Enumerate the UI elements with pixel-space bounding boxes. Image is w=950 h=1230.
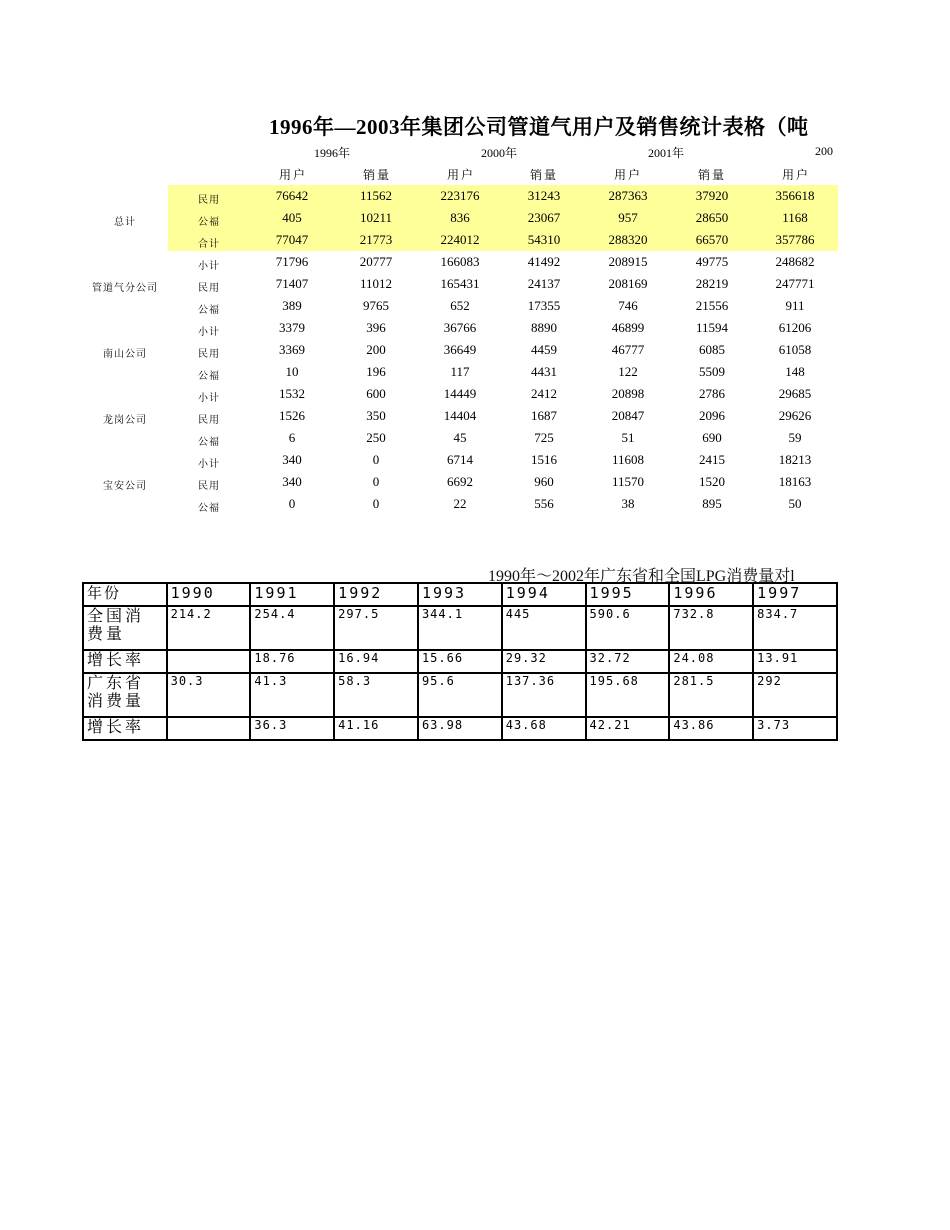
value-cell: 746 (618, 298, 638, 313)
value-cell: 247771 (775, 276, 815, 291)
value-cell: 224012 (440, 232, 480, 247)
value-cell: 725 (534, 430, 554, 445)
value-cell: 1526 (279, 408, 305, 423)
year-cell: 1995 (586, 583, 670, 606)
value-cell: 8890 (531, 320, 557, 335)
value-cell: 20777 (359, 254, 393, 269)
col-header-users: 用户 (782, 168, 811, 182)
row-label-cell: 广东省消费量 (83, 673, 167, 717)
value-cell: 31243 (527, 188, 561, 203)
value-cell: 3369 (279, 342, 305, 357)
value-cell: 556 (534, 496, 554, 511)
year-cell: 1990 (167, 583, 251, 606)
value-cell: 10 (285, 364, 299, 379)
year-label-cell: 年份 (83, 583, 167, 606)
value-cell: 66570 (695, 232, 729, 247)
value-cell: 137.36 (502, 673, 586, 717)
value-cell: 11012 (359, 276, 393, 291)
value-cell: 41.3 (250, 673, 334, 717)
guangdong-growth-row (83, 717, 837, 740)
row-type-label: 公福 (198, 371, 220, 382)
year-cell: 1997 (753, 583, 837, 606)
value-cell: 38 (621, 496, 635, 511)
value-cell: 1532 (279, 386, 305, 401)
value-cell: 445 (502, 606, 586, 650)
value-cell: 297.5 (334, 606, 418, 650)
value-cell: 21556 (695, 298, 729, 313)
value-cell: 43.68 (502, 717, 586, 740)
value-cell: 836 (450, 210, 470, 225)
value-cell: 340 (282, 474, 302, 489)
value-cell: 18213 (778, 452, 812, 467)
value-cell: 690 (702, 430, 722, 445)
value-cell: 6714 (447, 452, 473, 467)
value-cell: 350 (366, 408, 386, 423)
value-cell: 1168 (782, 210, 808, 225)
value-cell: 4459 (531, 342, 557, 357)
group-label: 管道气分公司 (92, 283, 158, 294)
value-cell: 287363 (608, 188, 648, 203)
value-cell: 2096 (699, 408, 725, 423)
value-cell: 340 (282, 452, 302, 467)
value-cell: 77047 (275, 232, 309, 247)
value-cell: 166083 (440, 254, 480, 269)
col-header-sales: 销量 (363, 168, 392, 182)
value-cell: 196 (366, 364, 386, 379)
value-cell: 344.1 (418, 606, 502, 650)
value-cell: 45 (453, 430, 467, 445)
value-cell: 16.94 (334, 650, 418, 673)
value-cell: 1520 (699, 474, 725, 489)
value-cell: 14404 (443, 408, 477, 423)
value-cell: 17355 (527, 298, 561, 313)
value-cell: 76642 (275, 188, 309, 203)
value-cell: 11594 (695, 320, 729, 335)
group-label: 南山公司 (103, 349, 147, 360)
value-cell: 0 (372, 496, 380, 511)
value-cell: 9765 (363, 298, 389, 313)
year-header-2001: 2001年 (648, 146, 685, 160)
value-cell: 54310 (527, 232, 561, 247)
value-cell: 895 (702, 496, 722, 511)
value-cell: 590.6 (586, 606, 670, 650)
value-cell (167, 717, 251, 740)
value-cell: 214.2 (167, 606, 251, 650)
value-cell: 29685 (778, 386, 812, 401)
value-cell: 288320 (608, 232, 648, 247)
row-type-label: 小计 (198, 459, 220, 470)
value-cell: 61058 (778, 342, 812, 357)
value-cell: 208915 (608, 254, 648, 269)
value-cell: 281.5 (669, 673, 753, 717)
value-cell: 13.91 (753, 650, 837, 673)
value-cell: 2412 (531, 386, 557, 401)
value-cell: 63.98 (418, 717, 502, 740)
national-consumption-row (83, 606, 837, 650)
value-cell: 51 (621, 430, 635, 445)
value-cell: 95.6 (418, 673, 502, 717)
value-cell: 32.72 (586, 650, 670, 673)
value-cell: 59 (788, 430, 802, 445)
row-type-label: 民用 (198, 415, 220, 426)
col-header-sales: 销量 (530, 168, 559, 182)
value-cell: 36649 (443, 342, 477, 357)
value-cell: 6 (288, 430, 296, 445)
value-cell: 24137 (527, 276, 561, 291)
value-cell: 208169 (608, 276, 648, 291)
value-cell: 24.08 (669, 650, 753, 673)
value-cell: 18163 (778, 474, 812, 489)
value-cell: 0 (288, 496, 296, 511)
col-header-users: 用户 (279, 168, 308, 182)
value-cell: 11570 (611, 474, 645, 489)
value-cell: 23067 (527, 210, 561, 225)
value-cell: 2415 (699, 452, 725, 467)
row-type-label: 合计 (198, 239, 220, 250)
value-cell: 254.4 (250, 606, 334, 650)
value-cell: 58.3 (334, 673, 418, 717)
value-cell: 71407 (275, 276, 309, 291)
value-cell: 652 (450, 298, 470, 313)
col-header-users: 用户 (447, 168, 476, 182)
value-cell: 42.21 (586, 717, 670, 740)
value-cell: 6085 (699, 342, 725, 357)
row-type-label: 公福 (198, 437, 220, 448)
national-growth-row (83, 650, 837, 673)
value-cell (167, 650, 251, 673)
col-header-sales: 销量 (698, 168, 727, 182)
col-header-users: 用户 (614, 168, 643, 182)
value-cell: 957 (618, 210, 638, 225)
table1-title: 1996年—2003年集团公司管道气用户及销售统计表格（吨 (269, 115, 809, 139)
value-cell: 4431 (531, 364, 557, 379)
year-cell: 1991 (250, 583, 334, 606)
value-cell: 49775 (695, 254, 729, 269)
value-cell: 43.86 (669, 717, 753, 740)
year-header-2000: 2000年 (481, 146, 518, 160)
value-cell: 29626 (778, 408, 812, 423)
row-label-cell: 增长率 (83, 717, 167, 740)
year-cell: 1996 (669, 583, 753, 606)
group-label: 宝安公司 (103, 481, 147, 492)
value-cell: 41492 (527, 254, 561, 269)
value-cell: 600 (366, 386, 386, 401)
value-cell: 2786 (699, 386, 725, 401)
value-cell: 20847 (611, 408, 645, 423)
row-type-label: 小计 (198, 327, 220, 338)
value-cell: 292 (753, 673, 837, 717)
table2-header-row (83, 583, 837, 606)
value-cell: 357786 (775, 232, 815, 247)
value-cell: 20898 (611, 386, 645, 401)
row-type-label: 公福 (198, 503, 220, 514)
value-cell: 732.8 (669, 606, 753, 650)
value-cell: 0 (372, 474, 380, 489)
value-cell: 36766 (443, 320, 477, 335)
value-cell: 356618 (775, 188, 815, 203)
row-type-label: 公福 (198, 305, 220, 316)
value-cell: 250 (366, 430, 386, 445)
year-cell: 1993 (418, 583, 502, 606)
value-cell: 36.3 (250, 717, 334, 740)
value-cell: 21773 (359, 232, 393, 247)
value-cell: 11562 (359, 188, 393, 203)
value-cell: 3.73 (753, 717, 837, 740)
value-cell: 18.76 (250, 650, 334, 673)
lpg-consumption-table (82, 582, 838, 741)
value-cell: 28650 (695, 210, 729, 225)
value-cell: 22 (453, 496, 467, 511)
group-label: 龙岗公司 (103, 415, 147, 426)
year-header-1996: 1996年 (314, 146, 351, 160)
row-type-label: 小计 (198, 261, 220, 272)
value-cell: 405 (282, 210, 302, 225)
value-cell: 6692 (447, 474, 473, 489)
value-cell: 148 (785, 364, 805, 379)
value-cell: 834.7 (753, 606, 837, 650)
row-type-label: 民用 (198, 349, 220, 360)
value-cell: 37920 (695, 188, 729, 203)
value-cell: 3379 (279, 320, 305, 335)
value-cell: 960 (534, 474, 554, 489)
value-cell: 911 (785, 298, 805, 313)
value-cell: 10211 (359, 210, 393, 225)
value-cell: 71796 (275, 254, 309, 269)
value-cell: 50 (788, 496, 802, 511)
year-cell: 1992 (334, 583, 418, 606)
value-cell: 248682 (775, 254, 815, 269)
value-cell: 117 (450, 364, 470, 379)
row-type-label: 公福 (198, 217, 220, 228)
value-cell: 41.16 (334, 717, 418, 740)
row-type-label: 民用 (198, 283, 220, 294)
row-label-cell: 全国消费量 (83, 606, 167, 650)
value-cell: 14449 (443, 386, 477, 401)
value-cell: 30.3 (167, 673, 251, 717)
value-cell: 28219 (695, 276, 729, 291)
row-type-label: 小计 (198, 393, 220, 404)
value-cell: 389 (282, 298, 302, 313)
value-cell: 15.66 (418, 650, 502, 673)
value-cell: 195.68 (586, 673, 670, 717)
value-cell: 46777 (611, 342, 645, 357)
value-cell: 5509 (699, 364, 725, 379)
value-cell: 122 (618, 364, 638, 379)
year-header-2002: 200 (815, 144, 833, 158)
year-cell: 1994 (502, 583, 586, 606)
value-cell: 200 (366, 342, 386, 357)
guangdong-consumption-row (83, 673, 837, 717)
group-label: 总计 (114, 217, 136, 228)
table2-title: 1990年～2002年广东省和全国LPG消费量对l (488, 568, 795, 585)
value-cell: 396 (366, 320, 386, 335)
value-cell: 1687 (531, 408, 557, 423)
row-type-label: 民用 (198, 195, 220, 206)
value-cell: 29.32 (502, 650, 586, 673)
value-cell: 61206 (778, 320, 812, 335)
row-label-cell: 增长率 (83, 650, 167, 673)
value-cell: 165431 (440, 276, 480, 291)
row-type-label: 民用 (198, 481, 220, 492)
value-cell: 0 (372, 452, 380, 467)
value-cell: 1516 (531, 452, 557, 467)
value-cell: 11608 (611, 452, 645, 467)
value-cell: 46899 (611, 320, 645, 335)
value-cell: 223176 (440, 188, 480, 203)
